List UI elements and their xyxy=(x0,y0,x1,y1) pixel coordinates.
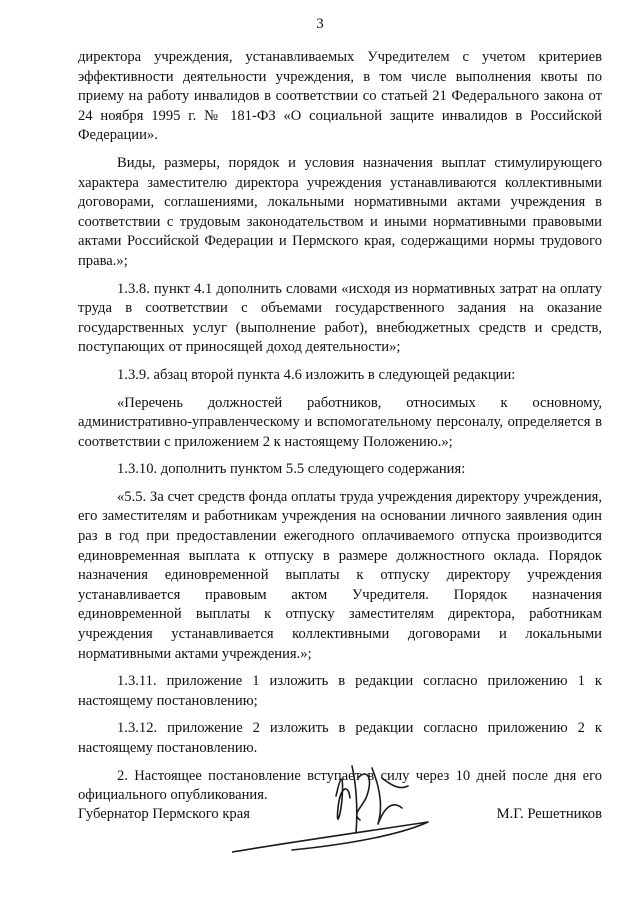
paragraph-incentive-payments: Виды, размеры, порядок и условия назначения выплат стимулирующего характера заместителю директора учреждения устанавливаются коллективными договорами, соглашениями, локальными нормативными актами учреждения в соответствии с трудовым законодательством и иными нормативными правовыми актами Российской Федерации и Пермского края, содержащими нормы трудового права.»; xyxy=(78,154,602,269)
paragraph-positions-list: «Перечень должностей работников, относимых к основному, административно-управленческому и вспомогательному персоналу, определяется в соответствии с приложением 2 к настоящему Положению.»; xyxy=(78,394,602,450)
paragraph-1-3-8: 1.3.8. пункт 4.1 дополнить словами «исходя из нормативных затрат на оплату труда в соответствии с объемами государственного задания на оказание государственных услуг (выполнение работ), внебюджетных средств и средств, поступающих от приносящей доход деятельности»; xyxy=(78,280,602,356)
paragraph-1-3-12: 1.3.12. приложение 2 изложить в редакции согласно приложению 2 к настоящему постановлению. xyxy=(78,720,602,756)
signer-title: Губернатор Пермского края xyxy=(78,806,250,822)
paragraph-effective-date: 2. Настоящее постановление вступает в силу через 10 дней после дня его официального опубликования. xyxy=(78,767,602,804)
document-body xyxy=(78,48,602,806)
paragraph-5-5: «5.5. За счет средств фонда оплаты труда учреждения директору учреждения, его заместителям и работникам учреждения на основании личного заявления один раз в год при предоставлении ежегодного оплачиваемого отпуска производится единовременная выплата к отпуску в размере должностного оклада. Порядок назначения единовременной выплаты к отпуску директору учреждения устанавливается правовым актом Учредителя. Порядок назначения единовременной выплаты к отпуску заместителям директора, работникам учреждения устанавливается коллективными договорами и локальными нормативными актами учреждения.»; xyxy=(78,488,602,662)
handwritten-signature xyxy=(232,738,472,858)
paragraph-1-3-10: 1.3.10. дополнить пунктом 5.5 следующего содержания: xyxy=(117,461,466,478)
signer-name: М.Г. Решетников xyxy=(496,806,602,822)
paragraph-1-3-9: 1.3.9. абзац второй пункта 4.6 изложить в следующей редакции: xyxy=(117,366,516,383)
paragraph-continuation: директора учреждения, устанавливаемых Учредителем с учетом критериев эффективности деятельности учреждения, в том числе выполнения квоты по приему на работу инвалидов в соответствии со статьей 21 Федерального закона от 24 ноября 1995 г. № 181-ФЗ «О социальной защите инвалидов в Российской Федерации». xyxy=(78,49,602,144)
page-number: 3 xyxy=(316,16,324,32)
paragraph-1-3-11: 1.3.11. приложение 1 изложить в редакции согласно приложению 1 к настоящему постановлению; xyxy=(78,673,602,709)
